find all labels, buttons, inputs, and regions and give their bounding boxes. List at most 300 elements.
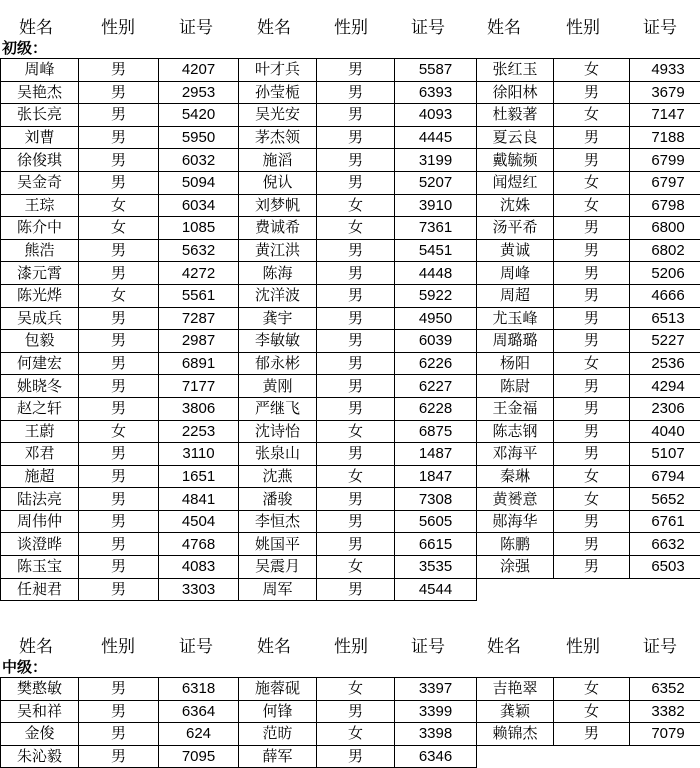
cell-gender: 男 xyxy=(554,149,630,172)
cell-name: 陈鹏 xyxy=(477,533,554,556)
cell-name: 郁永彬 xyxy=(239,352,317,375)
cell-cert-no: 6632 xyxy=(630,533,700,556)
cell-name: 周军 xyxy=(239,578,317,601)
cell-name: 何锋 xyxy=(239,700,317,723)
cell-name: 漆元霄 xyxy=(1,262,79,285)
cell-gender: 男 xyxy=(79,239,159,262)
table-row xyxy=(1,700,700,723)
cell-gender: 女 xyxy=(554,700,630,723)
cell-cert-no: 5227 xyxy=(630,330,700,353)
cell-gender: 男 xyxy=(317,745,395,768)
cell-name: 朱沁毅 xyxy=(1,745,79,768)
table-row xyxy=(1,262,700,285)
cell-gender: 男 xyxy=(317,239,395,262)
cell-gender: 男 xyxy=(79,330,159,353)
cell-gender: 女 xyxy=(554,352,630,375)
cell-gender: 女 xyxy=(317,723,395,746)
table-row xyxy=(1,745,700,768)
table-row xyxy=(1,678,700,701)
cell-cert-no: 7177 xyxy=(159,375,239,398)
cell-name: 陈尉 xyxy=(477,375,554,398)
cell-cert-no: 7079 xyxy=(630,723,700,746)
cell-cert-no: 4666 xyxy=(630,284,700,307)
table-row xyxy=(1,510,700,533)
cell-cert-no: 3398 xyxy=(395,723,477,746)
cell-gender: 男 xyxy=(79,81,159,104)
cell-gender: 男 xyxy=(554,81,630,104)
cell-cert-no: 5107 xyxy=(630,443,700,466)
cell-cert-no: 4272 xyxy=(159,262,239,285)
cell-name: 姚国平 xyxy=(239,533,317,556)
cell-cert-no: 4083 xyxy=(159,556,239,579)
junior-header-gender-2: 性别 xyxy=(334,18,368,38)
cell-cert-no: 5206 xyxy=(630,262,700,285)
cell-cert-no: 6346 xyxy=(395,745,477,768)
cell-gender: 男 xyxy=(554,556,630,579)
cell-cert-no: 2987 xyxy=(159,330,239,353)
cell-name: 任昶君 xyxy=(1,578,79,601)
cell-cert-no: 6802 xyxy=(630,239,700,262)
cell-cert-no: 6615 xyxy=(395,533,477,556)
cell-cert-no: 1651 xyxy=(159,465,239,488)
cell-cert-no: 6891 xyxy=(159,352,239,375)
cell-name: 施超 xyxy=(1,465,79,488)
cell-cert-no: 2306 xyxy=(630,397,700,420)
cell-gender: 男 xyxy=(317,533,395,556)
cell-gender: 女 xyxy=(554,488,630,511)
cell-name: 陈海 xyxy=(239,262,317,285)
cell-cert-no: 4445 xyxy=(395,126,477,149)
cell-name: 赵之轩 xyxy=(1,397,79,420)
cell-gender: 男 xyxy=(317,375,395,398)
intermediate-header-gender-1: 性别 xyxy=(101,637,135,657)
cell-name: 黄刚 xyxy=(239,375,317,398)
cell-gender: 女 xyxy=(317,194,395,217)
cell-cert-no: 7147 xyxy=(630,104,700,127)
cell-name: 吴震月 xyxy=(239,556,317,579)
cell-cert-no: 1487 xyxy=(395,443,477,466)
cell-name: 徐俊琪 xyxy=(1,149,79,172)
cell-name: 周伟仲 xyxy=(1,510,79,533)
table-row xyxy=(1,171,700,194)
cell-gender: 男 xyxy=(554,420,630,443)
cell-gender: 男 xyxy=(79,443,159,466)
cell-gender: 男 xyxy=(554,284,630,307)
cell-gender: 男 xyxy=(79,578,159,601)
cell-name: 孙莹栀 xyxy=(239,81,317,104)
cell-cert-no: 4040 xyxy=(630,420,700,443)
intermediate-level-label: 中级： xyxy=(2,658,48,676)
intermediate-roster-table xyxy=(0,677,700,768)
cell-gender: 男 xyxy=(79,723,159,746)
cell-gender: 男 xyxy=(317,126,395,149)
cell-gender: 女 xyxy=(554,104,630,127)
cell-cert-no: 1847 xyxy=(395,465,477,488)
cell-cert-no: 6800 xyxy=(630,217,700,240)
cell-cert-no: 3679 xyxy=(630,81,700,104)
cell-gender: 男 xyxy=(554,126,630,149)
cell-gender: 男 xyxy=(79,745,159,768)
table-row xyxy=(1,723,700,746)
intermediate-header-row xyxy=(0,632,700,662)
cell-gender: 男 xyxy=(317,284,395,307)
cell-gender: 男 xyxy=(554,217,630,240)
cell-name: 戴毓频 xyxy=(477,149,554,172)
table-row xyxy=(1,239,700,262)
table-row xyxy=(1,488,700,511)
cell-name xyxy=(477,578,554,601)
cell-gender: 男 xyxy=(554,443,630,466)
cell-cert-no: 6318 xyxy=(159,678,239,701)
cell-gender: 男 xyxy=(79,171,159,194)
cell-name: 沈诗怡 xyxy=(239,420,317,443)
cell-gender: 男 xyxy=(317,330,395,353)
intermediate-header-cert-no-3: 证号 xyxy=(643,637,677,657)
cell-name: 陈光烨 xyxy=(1,284,79,307)
junior-header-gender-3: 性别 xyxy=(566,18,600,38)
cell-gender: 女 xyxy=(79,194,159,217)
cell-cert-no xyxy=(630,745,700,768)
cell-cert-no: 6352 xyxy=(630,678,700,701)
cell-cert-no: 4448 xyxy=(395,262,477,285)
cell-name: 杨阳 xyxy=(477,352,554,375)
cell-name: 费诚希 xyxy=(239,217,317,240)
cell-cert-no: 4544 xyxy=(395,578,477,601)
cell-name: 郧海华 xyxy=(477,510,554,533)
cell-gender: 男 xyxy=(317,510,395,533)
cell-gender: 男 xyxy=(554,397,630,420)
cell-gender: 男 xyxy=(554,307,630,330)
cell-name: 周峰 xyxy=(477,262,554,285)
cell-gender: 男 xyxy=(317,397,395,420)
cell-cert-no: 7095 xyxy=(159,745,239,768)
cell-gender: 男 xyxy=(79,307,159,330)
cell-name: 沈洋波 xyxy=(239,284,317,307)
cell-gender: 女 xyxy=(554,171,630,194)
cell-cert-no: 1085 xyxy=(159,217,239,240)
intermediate-header-name-3: 姓名 xyxy=(487,637,521,657)
cell-gender: 女 xyxy=(317,420,395,443)
table-row xyxy=(1,556,700,579)
cell-name: 薛军 xyxy=(239,745,317,768)
table-row xyxy=(1,149,700,172)
cell-gender xyxy=(554,745,630,768)
cell-gender: 男 xyxy=(79,375,159,398)
table-row xyxy=(1,104,700,127)
cell-cert-no: 5922 xyxy=(395,284,477,307)
cell-gender: 男 xyxy=(79,465,159,488)
intermediate-header-name-2: 姓名 xyxy=(257,637,291,657)
cell-cert-no: 4093 xyxy=(395,104,477,127)
cell-cert-no: 4768 xyxy=(159,533,239,556)
cell-gender: 男 xyxy=(317,104,395,127)
cell-gender: 男 xyxy=(317,307,395,330)
cell-cert-no: 4841 xyxy=(159,488,239,511)
cell-gender: 男 xyxy=(79,678,159,701)
cell-gender: 男 xyxy=(317,149,395,172)
cell-gender: 男 xyxy=(317,488,395,511)
cell-name: 樊憨敏 xyxy=(1,678,79,701)
cell-cert-no: 3399 xyxy=(395,700,477,723)
cell-cert-no: 4933 xyxy=(630,59,700,82)
cell-cert-no: 6364 xyxy=(159,700,239,723)
cell-name: 叶才兵 xyxy=(239,59,317,82)
cell-cert-no: 3303 xyxy=(159,578,239,601)
cell-gender: 男 xyxy=(317,700,395,723)
cell-gender: 男 xyxy=(554,262,630,285)
cell-name: 夏云良 xyxy=(477,126,554,149)
cell-name: 龚宇 xyxy=(239,307,317,330)
cell-name: 邓海平 xyxy=(477,443,554,466)
cell-cert-no: 5632 xyxy=(159,239,239,262)
cell-gender: 男 xyxy=(79,149,159,172)
cell-name: 尤玉峰 xyxy=(477,307,554,330)
cell-gender: 男 xyxy=(317,443,395,466)
cell-cert-no: 4504 xyxy=(159,510,239,533)
intermediate-header-cert-no-2: 证号 xyxy=(411,637,445,657)
cell-name: 李敏敏 xyxy=(239,330,317,353)
cell-name: 邓君 xyxy=(1,443,79,466)
cell-gender: 女 xyxy=(79,420,159,443)
cell-gender: 女 xyxy=(317,556,395,579)
cell-name: 王琮 xyxy=(1,194,79,217)
cell-cert-no: 4207 xyxy=(159,59,239,82)
cell-name: 金俊 xyxy=(1,723,79,746)
cell-gender: 男 xyxy=(554,533,630,556)
cell-name: 潘骏 xyxy=(239,488,317,511)
cell-cert-no: 5420 xyxy=(159,104,239,127)
cell-cert-no: 5207 xyxy=(395,171,477,194)
cell-name: 赖锦杰 xyxy=(477,723,554,746)
cell-gender: 男 xyxy=(79,533,159,556)
cell-gender: 女 xyxy=(317,465,395,488)
cell-cert-no: 4294 xyxy=(630,375,700,398)
cell-name: 陆法亮 xyxy=(1,488,79,511)
cell-cert-no: 6761 xyxy=(630,510,700,533)
cell-cert-no: 5605 xyxy=(395,510,477,533)
cell-name: 张泉山 xyxy=(239,443,317,466)
cell-gender: 男 xyxy=(317,81,395,104)
intermediate-header-gender-2: 性别 xyxy=(334,637,368,657)
table-row xyxy=(1,59,700,82)
cell-cert-no: 6393 xyxy=(395,81,477,104)
cell-name: 黄江洪 xyxy=(239,239,317,262)
table-row xyxy=(1,307,700,330)
cell-cert-no: 6794 xyxy=(630,465,700,488)
cell-name: 秦琳 xyxy=(477,465,554,488)
junior-header-name-3: 姓名 xyxy=(487,18,521,38)
cell-cert-no: 6228 xyxy=(395,397,477,420)
cell-cert-no: 3535 xyxy=(395,556,477,579)
table-row xyxy=(1,397,700,420)
cell-cert-no: 5561 xyxy=(159,284,239,307)
cell-name: 黄诚 xyxy=(477,239,554,262)
cell-name: 吴艳杰 xyxy=(1,81,79,104)
cell-name: 谈澄晔 xyxy=(1,533,79,556)
table-row xyxy=(1,126,700,149)
intermediate-header-gender-3: 性别 xyxy=(566,637,600,657)
cell-gender: 女 xyxy=(79,284,159,307)
table-row xyxy=(1,352,700,375)
cell-name: 吴和祥 xyxy=(1,700,79,723)
cell-name: 范昉 xyxy=(239,723,317,746)
junior-header-name-1: 姓名 xyxy=(19,18,53,38)
intermediate-header-name-1: 姓名 xyxy=(19,637,53,657)
table-row xyxy=(1,284,700,307)
cell-name: 张红玉 xyxy=(477,59,554,82)
cell-cert-no: 5587 xyxy=(395,59,477,82)
cell-name: 周峰 xyxy=(1,59,79,82)
cell-gender: 男 xyxy=(79,352,159,375)
cell-name: 施蓉砚 xyxy=(239,678,317,701)
cell-gender: 男 xyxy=(79,488,159,511)
table-row xyxy=(1,443,700,466)
cell-gender xyxy=(554,578,630,601)
cell-name: 张长亮 xyxy=(1,104,79,127)
junior-roster-table xyxy=(0,58,700,601)
cell-gender: 男 xyxy=(79,59,159,82)
cell-cert-no: 4950 xyxy=(395,307,477,330)
cell-name: 吴光安 xyxy=(239,104,317,127)
cell-cert-no: 3397 xyxy=(395,678,477,701)
cell-cert-no: 6226 xyxy=(395,352,477,375)
cell-cert-no: 3382 xyxy=(630,700,700,723)
cell-name: 施滔 xyxy=(239,149,317,172)
table-row xyxy=(1,194,700,217)
cell-gender: 女 xyxy=(79,217,159,240)
table-row xyxy=(1,533,700,556)
table-row xyxy=(1,330,700,353)
cell-gender: 男 xyxy=(79,510,159,533)
cell-cert-no xyxy=(630,578,700,601)
junior-header-cert-no-3: 证号 xyxy=(643,18,677,38)
cell-cert-no: 2953 xyxy=(159,81,239,104)
cell-cert-no: 7308 xyxy=(395,488,477,511)
cell-name: 王蔚 xyxy=(1,420,79,443)
junior-header-cert-no-1: 证号 xyxy=(179,18,213,38)
cell-cert-no: 6032 xyxy=(159,149,239,172)
cell-gender: 女 xyxy=(317,217,395,240)
cell-cert-no: 6797 xyxy=(630,171,700,194)
cell-cert-no: 6039 xyxy=(395,330,477,353)
cell-cert-no: 5451 xyxy=(395,239,477,262)
cell-cert-no: 6034 xyxy=(159,194,239,217)
cell-name: 茅杰领 xyxy=(239,126,317,149)
cell-gender: 男 xyxy=(317,352,395,375)
cell-cert-no: 7287 xyxy=(159,307,239,330)
cell-name: 吴金奇 xyxy=(1,171,79,194)
cell-name: 汤平希 xyxy=(477,217,554,240)
cell-cert-no: 624 xyxy=(159,723,239,746)
cell-gender: 男 xyxy=(554,239,630,262)
cell-cert-no: 6513 xyxy=(630,307,700,330)
cell-cert-no: 5652 xyxy=(630,488,700,511)
cell-name: 黄赟意 xyxy=(477,488,554,511)
cell-cert-no: 6227 xyxy=(395,375,477,398)
cell-gender: 男 xyxy=(317,171,395,194)
cell-name: 周超 xyxy=(477,284,554,307)
cell-name: 涂强 xyxy=(477,556,554,579)
junior-header-cert-no-2: 证号 xyxy=(411,18,445,38)
cell-name: 龚颖 xyxy=(477,700,554,723)
cell-cert-no: 3910 xyxy=(395,194,477,217)
table-row xyxy=(1,375,700,398)
cell-name: 沈姝 xyxy=(477,194,554,217)
cell-name: 严继飞 xyxy=(239,397,317,420)
table-row xyxy=(1,217,700,240)
cell-cert-no: 6503 xyxy=(630,556,700,579)
cell-name: 姚晓冬 xyxy=(1,375,79,398)
cell-name: 沈燕 xyxy=(239,465,317,488)
cell-gender: 男 xyxy=(79,262,159,285)
junior-header-row xyxy=(0,13,700,43)
cell-name: 熊浩 xyxy=(1,239,79,262)
cell-gender: 男 xyxy=(79,397,159,420)
cell-cert-no: 3110 xyxy=(159,443,239,466)
cell-cert-no: 5950 xyxy=(159,126,239,149)
cell-gender: 女 xyxy=(317,678,395,701)
cell-name: 吴成兵 xyxy=(1,307,79,330)
table-row xyxy=(1,420,700,443)
cell-gender: 男 xyxy=(79,700,159,723)
cell-name: 王金福 xyxy=(477,397,554,420)
cell-name: 杜毅著 xyxy=(477,104,554,127)
cell-name: 李恒杰 xyxy=(239,510,317,533)
cell-cert-no: 6798 xyxy=(630,194,700,217)
cell-cert-no: 6799 xyxy=(630,149,700,172)
cell-name: 何建宏 xyxy=(1,352,79,375)
cell-name: 包毅 xyxy=(1,330,79,353)
cell-gender: 女 xyxy=(554,678,630,701)
cell-cert-no: 3806 xyxy=(159,397,239,420)
table-row xyxy=(1,465,700,488)
cell-name xyxy=(477,745,554,768)
cell-gender: 女 xyxy=(554,194,630,217)
cell-name: 闻煜红 xyxy=(477,171,554,194)
cell-gender: 女 xyxy=(554,465,630,488)
junior-level-label: 初级： xyxy=(2,39,48,57)
intermediate-header-cert-no-1: 证号 xyxy=(179,637,213,657)
cell-gender: 男 xyxy=(554,723,630,746)
cell-gender: 男 xyxy=(317,59,395,82)
cell-name: 刘梦帆 xyxy=(239,194,317,217)
junior-header-gender-1: 性别 xyxy=(101,18,135,38)
cell-cert-no: 2536 xyxy=(630,352,700,375)
cell-gender: 男 xyxy=(317,262,395,285)
cell-cert-no: 7361 xyxy=(395,217,477,240)
cell-gender: 男 xyxy=(554,330,630,353)
table-row xyxy=(1,81,700,104)
cell-name: 陈玉宝 xyxy=(1,556,79,579)
cell-cert-no: 2253 xyxy=(159,420,239,443)
junior-header-name-2: 姓名 xyxy=(257,18,291,38)
cell-gender: 男 xyxy=(554,375,630,398)
cell-gender: 女 xyxy=(554,59,630,82)
cell-cert-no: 6875 xyxy=(395,420,477,443)
cell-name: 陈志钢 xyxy=(477,420,554,443)
cell-name: 倪认 xyxy=(239,171,317,194)
cell-name: 周璐璐 xyxy=(477,330,554,353)
cell-cert-no: 7188 xyxy=(630,126,700,149)
cell-gender: 男 xyxy=(79,126,159,149)
cell-name: 刘曹 xyxy=(1,126,79,149)
cell-gender: 男 xyxy=(317,578,395,601)
table-row xyxy=(1,578,700,601)
cell-gender: 男 xyxy=(554,510,630,533)
cell-cert-no: 5094 xyxy=(159,171,239,194)
cell-name: 徐阳林 xyxy=(477,81,554,104)
cell-cert-no: 3199 xyxy=(395,149,477,172)
